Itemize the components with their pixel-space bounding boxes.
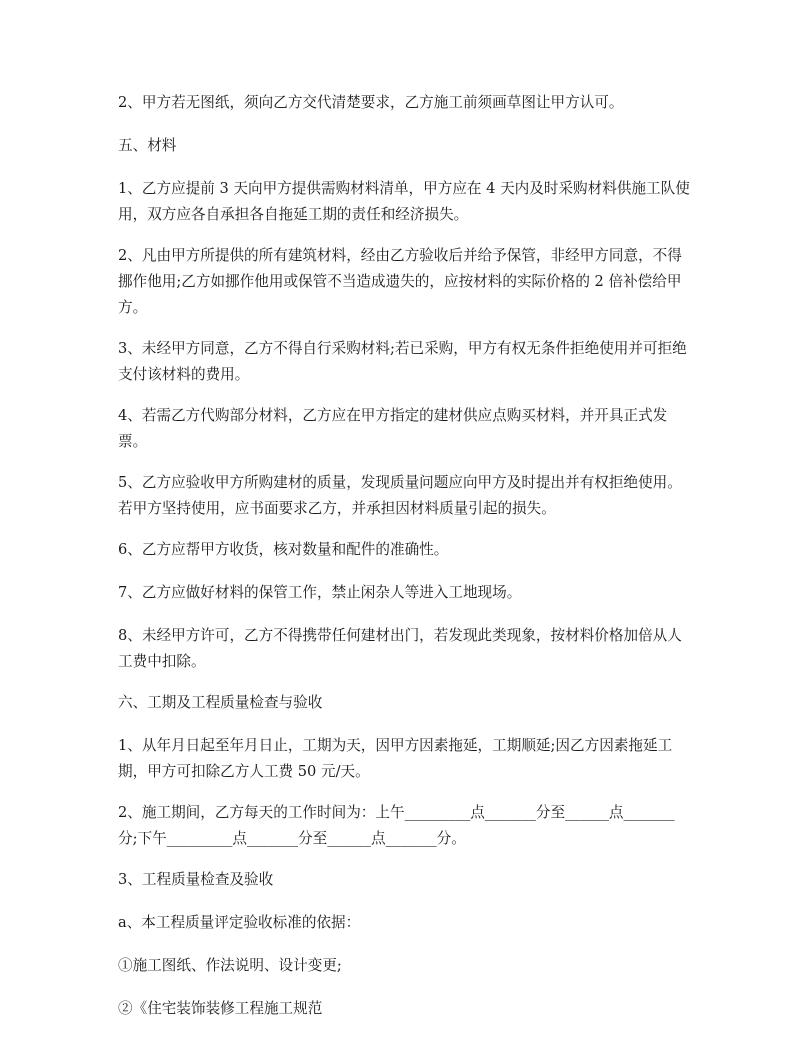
paragraph-clause-2-drawings: 2、甲方若无图纸，须向乙方交代清楚要求，乙方施工前须画草图让甲方认可。 <box>118 94 624 111</box>
paragraph-material-2: 2、凡由甲方所提供的所有建筑材料，经由乙方验收后并给予保管，非经甲方同意，不得挪作他用;乙方如挪作他用或保管不当造成遗失的，应按材料的实际价格的 2 倍补偿给甲方。 <box>118 247 682 316</box>
paragraph-material-8: 8、未经甲方许可，乙方不得携带任何建材出门，若发现此类现象，按材料价格加倍从人工费中扣除。 <box>118 627 682 670</box>
section-heading-schedule-quality: 六、工期及工程质量检查与验收 <box>118 694 323 711</box>
section-heading-materials: 五、材料 <box>118 137 177 154</box>
paragraph-material-5: 5、乙方应验收甲方所购建材的质量，发现质量问题应向甲方及时提出并有权拒绝使用。若甲方坚持使用，应书面要求乙方，并承担因材料质量引起的损失。 <box>118 474 682 517</box>
paragraph-criteria-1: ①施工图纸、作法说明、设计变更; <box>118 957 342 974</box>
document-page <box>118 90 690 1039</box>
paragraph-material-7: 7、乙方应做好材料的保管工作，禁止闲杂人等进入工地现场。 <box>118 584 522 601</box>
paragraph-material-6: 6、乙方应帮甲方收货，核对数量和配件的准确性。 <box>118 541 449 558</box>
paragraph-material-3: 3、未经甲方同意，乙方不得自行采购材料;若已采购，甲方有权无条件拒绝使用并可拒绝支付该材料的费用。 <box>118 340 687 383</box>
paragraph-criteria-2: ②《住宅装饰装修工程施工规范 <box>118 1000 323 1017</box>
paragraph-schedule-2: 2、施工期间，乙方每天的工作时间为：上午_________点_______分至______点_______分;下午_________点_______分至______点_______分。 <box>118 804 675 847</box>
paragraph-material-4: 4、若需乙方代购部分材料，乙方应在甲方指定的建材供应点购买材料，并开具正式发票。 <box>118 407 668 450</box>
paragraph-material-1: 1、乙方应提前 3 天向甲方提供需购材料清单，甲方应在 4 天内及时采购材料供施工队使用，双方应各自承担各自拖延工期的责任和经济损失。 <box>118 180 690 223</box>
paragraph-schedule-1: 1、从年月日起至年月日止，工期为天，因甲方因素拖延，工期顺延;因乙方因素拖延工期，甲方可扣除乙方人工费 50 元/天。 <box>118 737 673 780</box>
paragraph-criteria-a: a、本工程质量评定验收标准的依据： <box>118 914 361 931</box>
paragraph-schedule-3: 3、工程质量检查及验收 <box>118 871 274 888</box>
